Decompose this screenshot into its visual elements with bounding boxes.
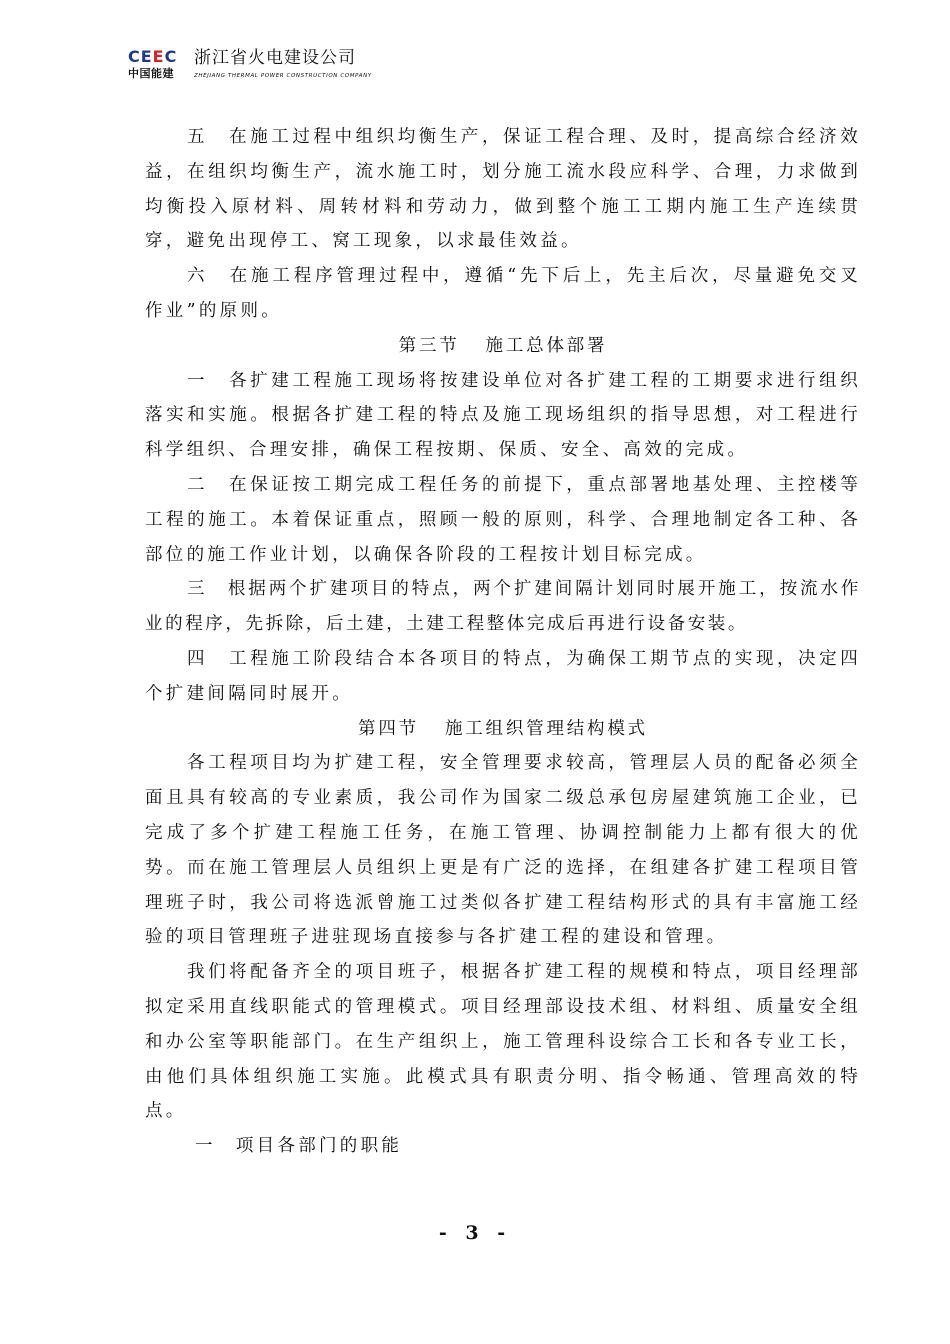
paragraph-deploy-2: 二 在保证按工期完成工程任务的前提下，重点部署地基处理、主控楼等工程的施工。本着保证重点，照顾一般的原则，科学、合理地制定各工种、各部位的施工作业计划，以确保各阶段的工程按计划目标完成。 <box>145 474 861 565</box>
section-3-title: 施工总体部署 <box>485 335 608 356</box>
paragraph-deploy-1: 一 各扩建工程施工现场将按建设单位对各扩建工程的工期要求进行组织落实和实施。根据各扩建工程的特点及施工现场组织的指导思想，对工程进行科学组织、合理安排，确保工程按期、保质、安全、高效的完成。 <box>145 370 861 461</box>
item-heading-1 <box>145 1129 861 1164</box>
item-1-number: 一 <box>195 1136 216 1157</box>
paragraph-deploy-4: 四 工程施工阶段结合本各项目的特点，为确保工期节点的实现，决定四个扩建间隔同时展开。 <box>145 648 861 704</box>
section-3-number: 第三节 <box>398 335 460 356</box>
section-4-number: 第四节 <box>358 718 419 739</box>
paragraph-structure: 各工程项目均为扩建工程，安全管理要求较高，管理层人员的配备必须全面且具有较高的专业素质，我公司作为国家二级总承包房屋建筑施工企业，已完成了多个扩建工程施工任务，在施工管理、协调控制能力上都有很大的优势。而在施工管理层人员组织上更是有广泛的选择，在组建各扩建工程项目管理班子时，我公司将选派曾施工过类似各扩建工程结构形式的具有丰富施工经验的项目管理班子进驻现场直接参与各扩建工程的建设和管理。 <box>145 753 861 948</box>
company-logo <box>128 48 184 81</box>
paragraph-6: 六 在施工程序管理过程中，遵循“先下后上，先主后次，尽量避免交叉作业”的原则。 <box>145 266 861 321</box>
company-title <box>194 48 372 81</box>
page-number: - 3 - <box>438 1222 512 1244</box>
section-heading-4 <box>145 712 861 747</box>
paragraph-deploy-3: 三 根据两个扩建项目的特点，两个扩建间隔计划同时展开施工，按流水作业的程序，先拆除，后土建，土建工程整体完成后再进行设备安装。 <box>145 579 861 635</box>
paragraph-5: 五 在施工过程中组织均衡生产，保证工程合理、及时，提高综合经济效益，在组织均衡生产，流水施工时，划分施工流水段应科学、合理，力求做到均衡投入原材料、周转材料和劳动力，做到整个施工工期内施工生产连续贯穿，避免出现停工、窝工现象，以求最佳效益。 <box>145 127 861 252</box>
section-heading-3 <box>145 329 861 364</box>
company-name: 浙江省火电建设公司 <box>194 48 356 68</box>
document-header <box>128 48 372 88</box>
paragraph-team: 我们将配备齐全的项目班子，根据各扩建工程的规模和特点，项目经理部拟定采用直线职能式的管理模式。项目经理部设技术组、材料组、质量安全组和办公室等职能部门。在生产组织上，施工管理科设综合工长和各专业工长，由他们具体组织施工实施。此模式具有职责分明、指令畅通、管理高效的特点。 <box>145 962 861 1122</box>
logo-subtitle: 中国能建 <box>128 67 174 80</box>
logo-mark: CEEC <box>128 47 178 66</box>
section-4-title: 施工组织管理结构模式 <box>444 718 648 739</box>
document-body <box>145 120 861 1164</box>
item-1-title: 项目各部门的职能 <box>235 1136 403 1157</box>
company-english-name: ZHEJIANG THERMAL POWER CONSTRUCTION COMPANY <box>194 73 372 79</box>
